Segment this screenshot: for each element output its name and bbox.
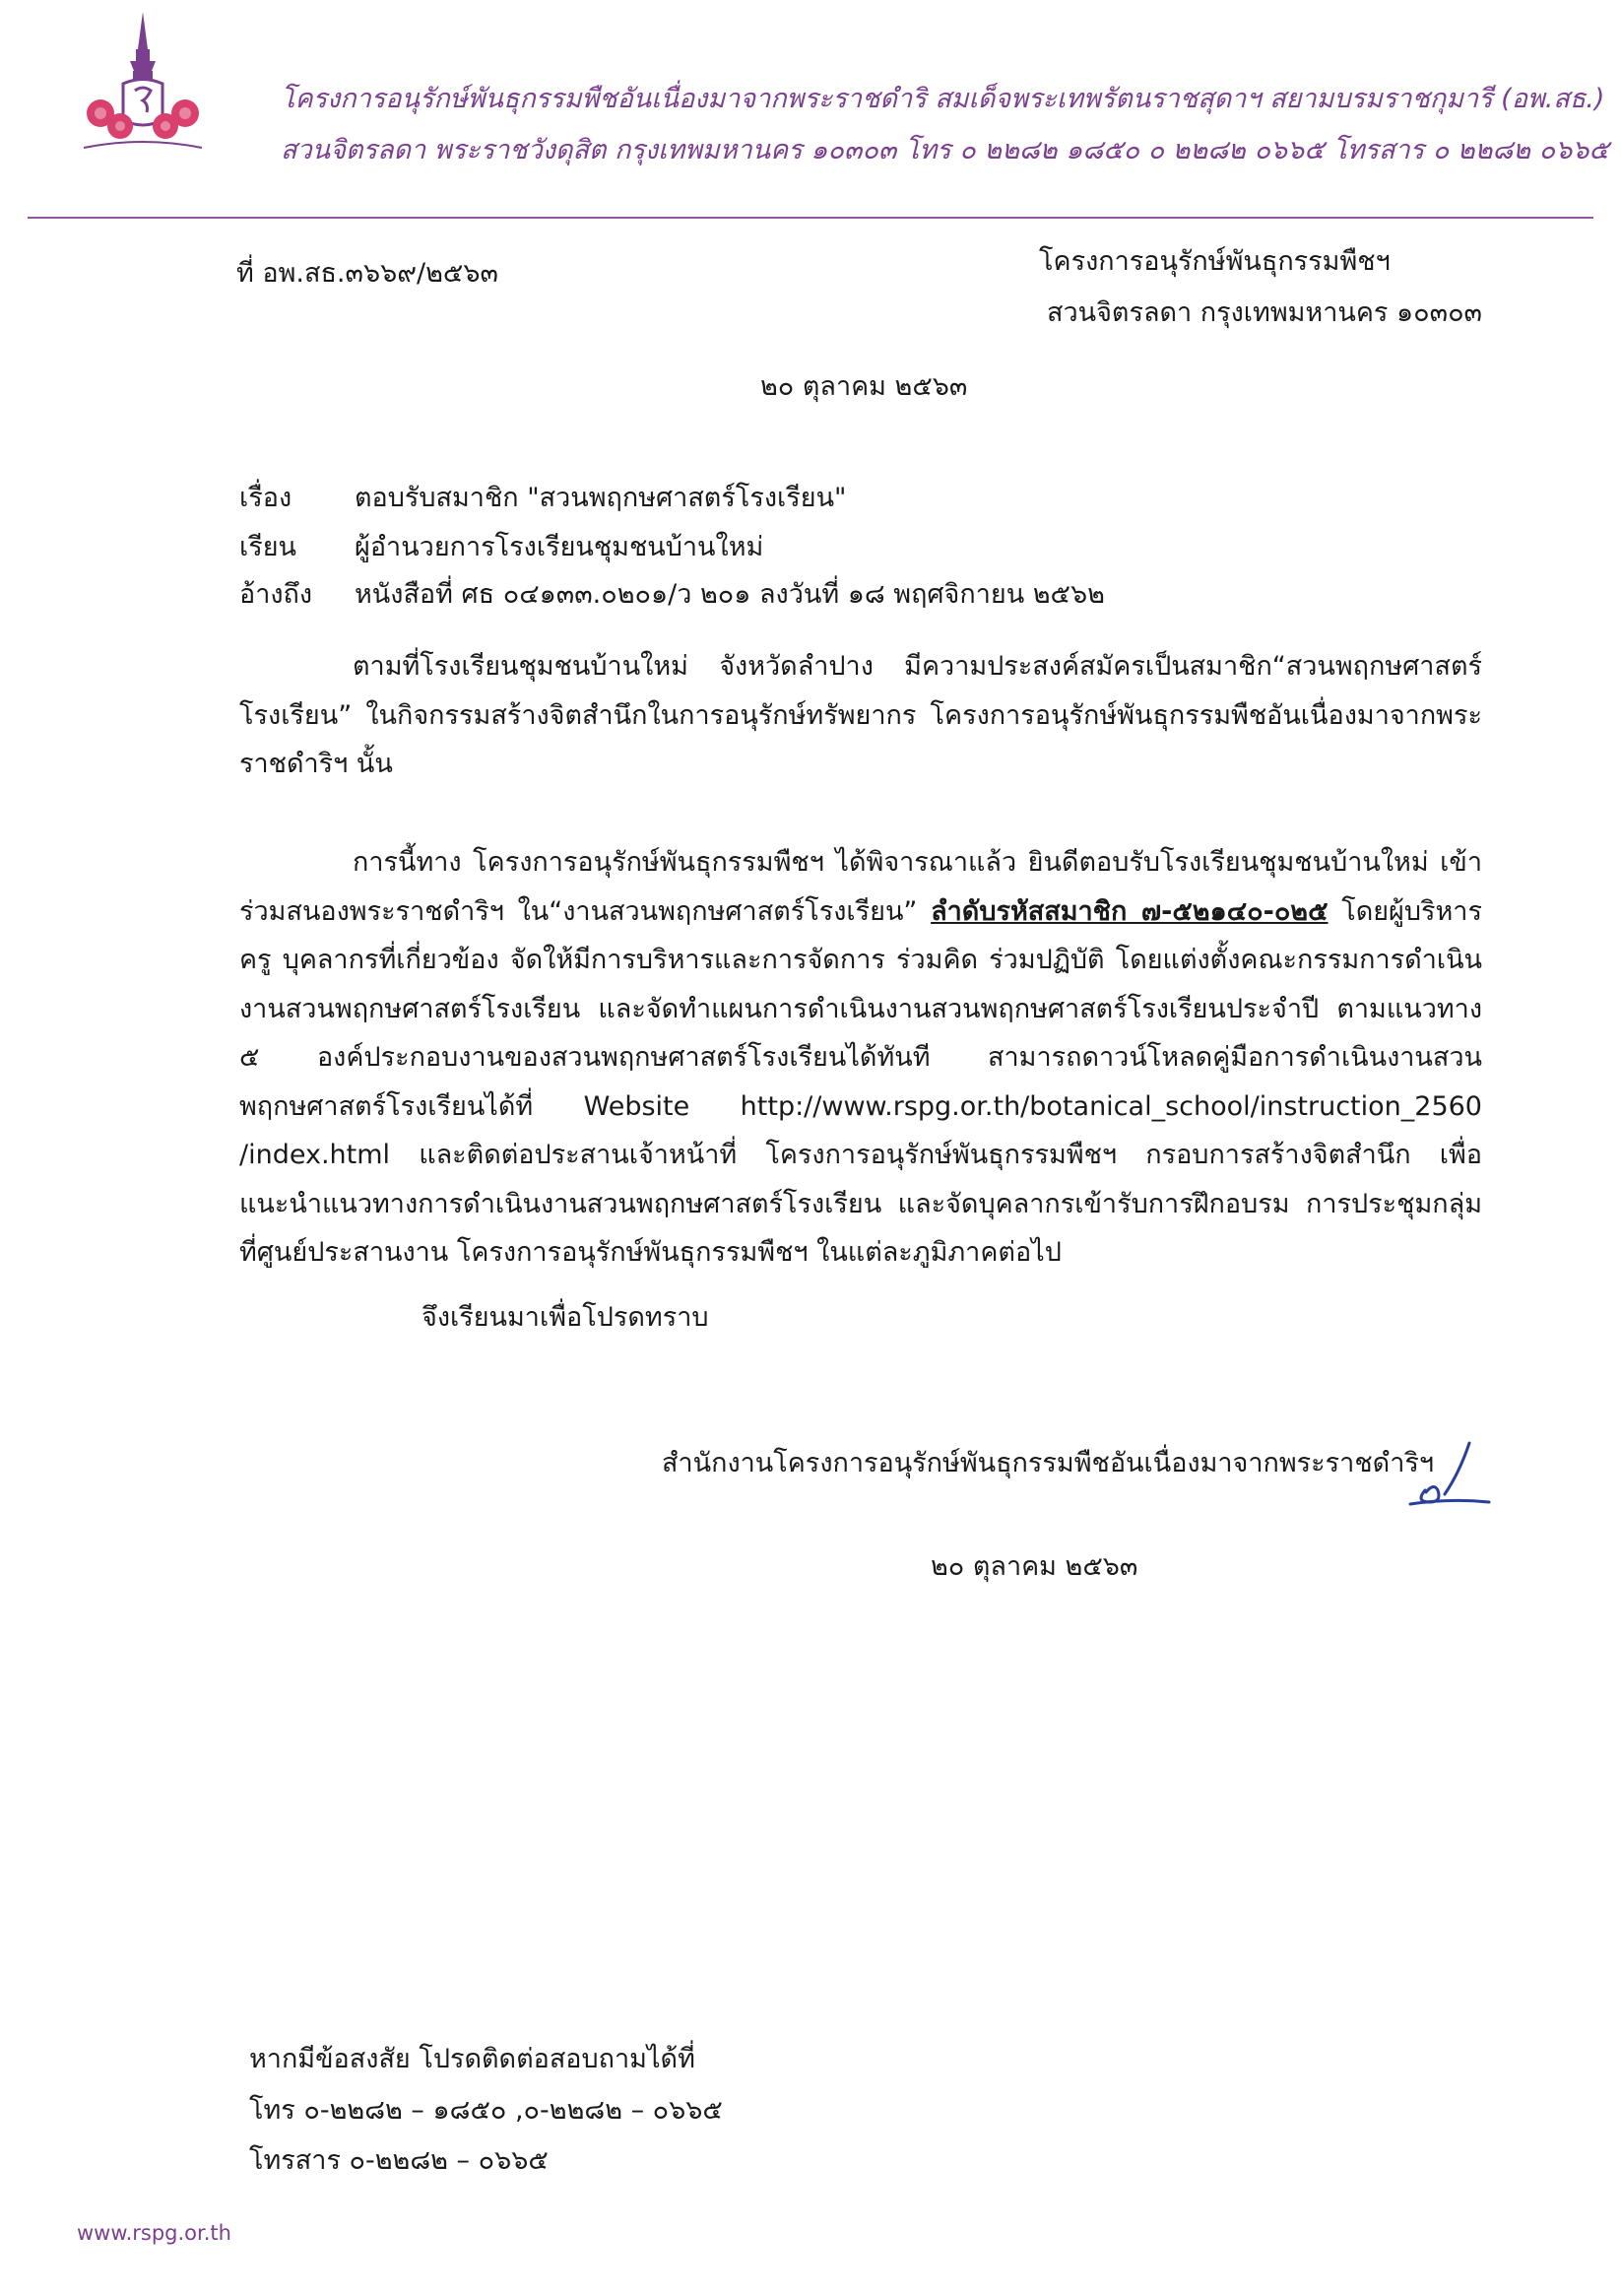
signature: [1391, 1433, 1499, 1512]
letterhead-line-2: สวนจิตรลดา พระราชวังดุสิต กรุงเทพมหานคร ๑๐๓๐๓ โทร ๐ ๒๒๘๒ ๑๘๕๐ ๐ ๒๒๘๒ ๐๖๖๕ โทรสาร ๐ ๒๒๘๒ ๐๖๖๕: [281, 135, 1609, 165]
rspg-emblem-icon: [79, 10, 207, 167]
contact-fax: โทรสาร ๐-๒๒๘๒ – ๐๖๖๕: [249, 2145, 549, 2176]
subject-label: เรื่อง: [239, 483, 292, 513]
issuing-office: สำนักงานโครงการอนุรักษ์พันธุกรรมพืชอันเนื่องมาจากพระราชดำริฯ: [662, 1448, 1435, 1478]
contact-phone: โทร ๐-๒๒๘๒ – ๑๘๕๐ ,๐-๒๒๘๒ – ๐๖๖๕: [249, 2095, 723, 2126]
sender-name: โครงการอนุรักษ์พันธุกรรมพืชฯ: [1039, 246, 1391, 277]
letterhead-divider: [28, 217, 1593, 219]
subject-text: ตอบรับสมาชิก "สวนพฤกษศาสตร์โรงเรียน": [355, 483, 847, 513]
reference-label: อ้างถึง: [239, 579, 313, 610]
contact-note: หากมีข้อสงสัย โปรดติดต่อสอบถามได้ที่: [249, 2044, 695, 2074]
body-paragraph-2-part-b: โดยผู้บริหาร ครู บุคลากรที่เกี่ยวข้อง จัดให้มีการบริหารและการจัดการ ร่วมคิด ร่วมปฏิบัติ โดยแต่งตั้งคณะกรรมการดำเนินงานสวนพฤกษศาสตร์โรงเรียน และจัดทำแผนการดำเนินงานสวนพฤกษศาสตร์โรงเรียนประจำปี ตามแนวทาง ๕ องค์ประกอบงานของสวนพฤกษศาสตร์โรงเรียนได้ทันที สามารถดาวน์โหลดคู่มือการดำเนินงานสวนพฤกษศาสตร์โรงเรียนได้ที่ Website http://www.rspg.or.th/botanical_school/instruction_2560 /index.html และติดต่อประสานเจ้าหน้าที่ โครงการอนุรักษ์พันธุกรรมพืชฯ กรอบการสร้างจิตสำนึก เพื่อแนะนำแนวทางการดำเนินงานสวนพฤกษศาสตร์โรงเรียน และจัดบุคลากรเข้ารับการฝึกอบรม การประชุมกลุ่ม ที่ศูนย์ประสานงาน โครงการอนุรักษ์พันธุกรรมพืชฯ ในแต่ละภูมิภาคต่อไป: [239, 895, 1482, 1268]
reference-number: ที่ อพ.สธ.๓๖๖๙/๒๕๖๓: [236, 258, 498, 289]
letterhead-line-1: โครงการอนุรักษ์พันธุกรรมพืชอันเนื่องมาจากพระราชดำริ สมเด็จพระเทพรัตนราชสุดาฯ สยามบรมราชกุมารี (อพ.สธ.): [281, 84, 1605, 114]
recipient-label: เรียน: [239, 532, 297, 562]
sender-address: สวนจิตรลดา กรุงเทพมหานคร ๑๐๓๐๓: [1047, 297, 1483, 328]
member-code: ลำดับรหัสสมาชิก ๗-๕๒๑๔๐-๐๒๕: [931, 895, 1329, 927]
body-paragraph-2-part-a: การนี้ทาง โครงการอนุรักษ์พันธุกรรมพืชฯ ได้พิจารณาแล้ว ยินดีตอบรับโรงเรียนชุมชนบ้านใหม่ เข้าร่วมสนองพระราชดำริฯ ใน“งานสวนพฤกษศาสตร์โรงเรียน”: [239, 847, 1482, 927]
letter-date: ๒๐ ตุลาคม ๒๕๖๓: [760, 371, 968, 402]
recipient-text: ผู้อำนวยการโรงเรียนชุมชนบ้านใหม่: [355, 532, 764, 562]
footer-website: www.rspg.or.th: [77, 2221, 231, 2245]
closing-line: จึงเรียนมาเพื่อโปรดทราบ: [421, 1302, 709, 1333]
body-paragraph-2: [239, 838, 1482, 1278]
signature-date: ๒๐ ตุลาคม ๒๕๖๓: [931, 1551, 1138, 1582]
reference-text: หนังสือที่ ศธ ๐๔๑๓๓.๐๒๐๑/ว ๒๐๑ ลงวันที่ ๑๘ พฤศจิกายน ๒๕๖๒: [355, 579, 1105, 610]
body-paragraph-1: ตามที่โรงเรียนชุมชนบ้านใหม่ จังหวัดลำปาง มีความประสงค์สมัครเป็นสมาชิก“สวนพฤกษศาสตร์โรงเรียน” ในกิจกรรมสร้างจิตสำนึกในการอนุรักษ์ทรัพยากร โครงการอนุรักษ์พันธุกรรมพืชอันเนื่องมาจากพระราชดำริฯ นั้น: [239, 651, 1482, 779]
